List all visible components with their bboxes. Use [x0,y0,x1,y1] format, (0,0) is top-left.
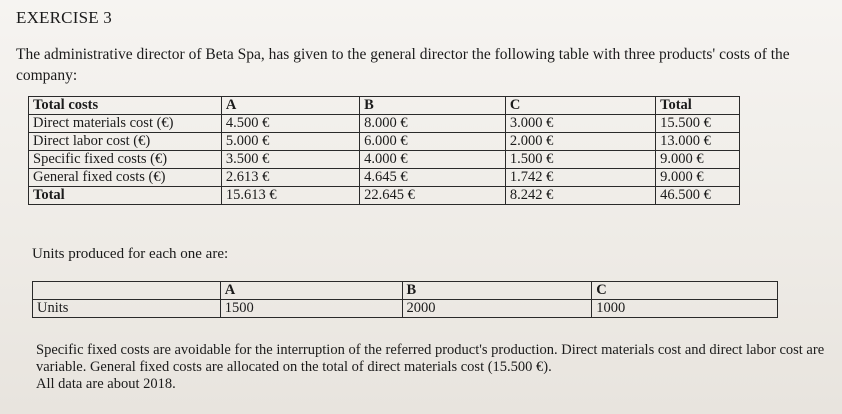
table-cell: 8.000 € [360,115,506,133]
table-row [29,133,740,151]
units-header-cell: B [402,282,592,300]
table-cell: 1000 [592,300,778,318]
costs-header-row [29,97,740,115]
units-header-row [33,282,778,300]
table-row [29,115,740,133]
units-header-cell: A [220,282,402,300]
costs-header-cell: C [505,97,655,115]
table-row [29,169,740,187]
table-cell: General fixed costs (€) [29,169,222,187]
exercise-title: EXERCISE 3 [16,8,112,27]
table-cell: 2000 [402,300,592,318]
table-cell: 3.000 € [505,115,655,133]
table-cell: Total [29,187,222,205]
notes-paragraph: All data are about 2018. [36,376,176,392]
costs-table [28,96,740,205]
table-cell: 4.645 € [360,169,506,187]
table-cell: Units [33,300,221,318]
notes-section [36,342,826,393]
table-cell: 8.242 € [505,187,655,205]
units-header-cell [33,282,221,300]
costs-header-cell: B [360,97,506,115]
table-cell: 46.500 € [656,187,740,205]
table-cell: 9.000 € [656,169,740,187]
table-row [29,151,740,169]
table-cell: 1.742 € [505,169,655,187]
table-cell: 9.000 € [656,151,740,169]
table-cell: 4.500 € [221,115,359,133]
units-table [32,281,778,318]
table-cell: 4.000 € [360,151,506,169]
table-cell: Direct materials cost (€) [29,115,222,133]
table-cell: Specific fixed costs (€) [29,151,222,169]
table-cell: 6.000 € [360,133,506,151]
costs-header-cell: Total costs [29,97,222,115]
table-cell: 1500 [220,300,402,318]
table-cell: 15.500 € [656,115,740,133]
total-row [29,187,740,205]
units-header-cell: C [592,282,778,300]
table-cell: 5.000 € [221,133,359,151]
table-cell: 2.613 € [221,169,359,187]
table-cell: 3.500 € [221,151,359,169]
table-cell: 1.500 € [505,151,655,169]
units-subtitle: Units produced for each one are: [32,246,229,262]
table-cell: 2.000 € [505,133,655,151]
table-cell: 13.000 € [656,133,740,151]
table-cell: Direct labor cost (€) [29,133,222,151]
costs-header-cell: A [221,97,359,115]
table-cell: 15.613 € [221,187,359,205]
notes-paragraph: Specific fixed costs are avoidable for the interruption of the referred product's production. Direct materials cost and direct labor cost are variable. General fixed costs are allocated on the total of direct materials cost (15.500 €). [36,342,825,375]
costs-header-cell: Total [656,97,740,115]
intro-paragraph: The administrative director of Beta Spa, has given to the general director the following table with three products' costs of the company: [16,46,790,84]
table-row [33,300,778,318]
table-cell: 22.645 € [360,187,506,205]
